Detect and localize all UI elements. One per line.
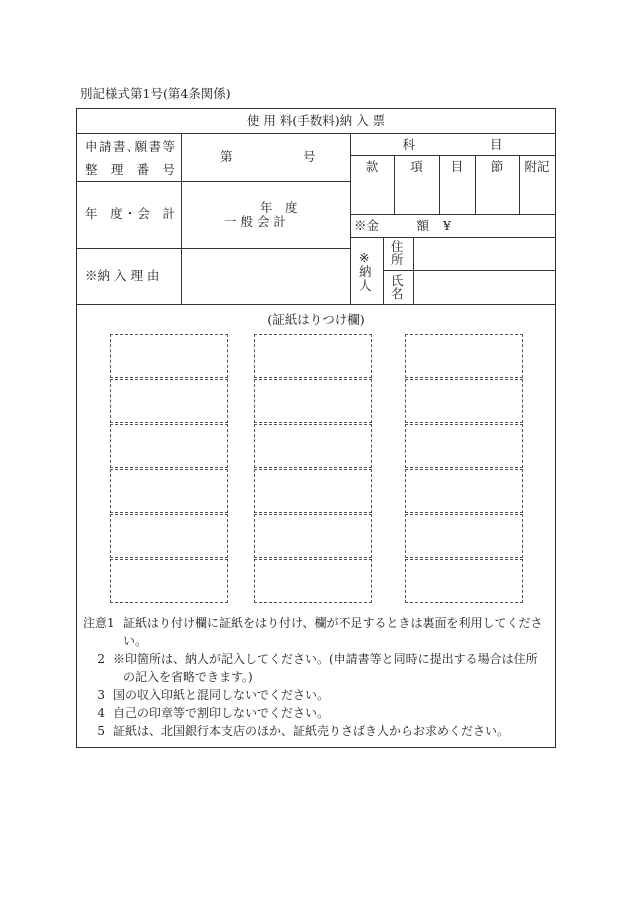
- subject-header: 科 目: [402, 137, 503, 152]
- amount-bottom-divider: [350, 237, 555, 238]
- payer-label-char2: 人: [359, 278, 372, 293]
- fiscal-account-value: 一 般 会 計: [224, 214, 286, 229]
- stamp-slot: [254, 514, 372, 558]
- center-column-divider: [350, 133, 351, 304]
- note-1-label: 注意1: [83, 616, 115, 630]
- subject-col-setsu: 節: [490, 159, 504, 174]
- stamp-column-left: [110, 334, 228, 604]
- note-4-number: 4: [97, 706, 105, 720]
- stamp-slot: [254, 334, 372, 378]
- address-bottom-divider: [383, 270, 555, 271]
- payer-label-char1: 納: [359, 264, 372, 279]
- note-4: [83, 704, 553, 722]
- stamp-slot: [254, 469, 372, 513]
- note-3-number: 3: [97, 688, 105, 702]
- stamp-slot: [405, 514, 523, 558]
- row-divider-2: [77, 248, 350, 249]
- stamp-slot: [110, 559, 228, 603]
- fiscal-year-value: 年 度: [260, 200, 298, 215]
- payment-slip-form: [76, 108, 556, 748]
- stamp-slot: [254, 559, 372, 603]
- stamp-slot: [254, 424, 372, 468]
- payment-reason-label: ※納 入 理 由: [85, 268, 160, 283]
- app-number-label-line1: 申請書､願書等: [85, 139, 175, 154]
- address-label-char1: 住: [391, 239, 404, 254]
- note-3-text: 国の収入印紙と混同しないでください。: [113, 688, 330, 702]
- note-2-continuation: の記入を省略できます。): [123, 670, 253, 684]
- upper-table-bottom: [77, 304, 555, 305]
- row-divider-1: [77, 181, 350, 182]
- stamp-slot: [405, 334, 523, 378]
- stamp-column-right: [405, 334, 523, 604]
- subject-col-kou: 項: [410, 159, 423, 174]
- stamp-slot: [405, 379, 523, 423]
- stamp-slot: [405, 424, 523, 468]
- stamp-slot: [405, 559, 523, 603]
- stamp-slot: [110, 424, 228, 468]
- payer-label-mark: ※: [359, 250, 370, 265]
- subject-bottom-divider: [350, 214, 555, 215]
- currency-symbol: ¥: [443, 218, 451, 233]
- note-5: [83, 722, 553, 740]
- stamp-area-label: (証紙はりつけ欄): [267, 312, 365, 327]
- name-label-char1: 氏: [391, 273, 404, 288]
- payer-field-divider: [413, 237, 414, 304]
- stamp-slot: [110, 469, 228, 513]
- note-1: [83, 614, 553, 632]
- note-2: [83, 650, 553, 668]
- amount-label: ※金 額: [354, 218, 430, 233]
- stamp-slot: [110, 379, 228, 423]
- subject-col-moku: 目: [450, 159, 464, 174]
- stamp-slot: [405, 469, 523, 513]
- note-2-number: 2: [97, 652, 105, 666]
- app-number-label-line2: 整 理 番 号: [85, 162, 175, 177]
- note-3: [83, 686, 553, 704]
- stamp-slot: [110, 334, 228, 378]
- note-1-text: 証紙はり付け欄に証紙をはり付け、欄が不足するときは裏面を利用してくださ: [123, 616, 543, 630]
- note-2-text: ※印箇所は、納人が記入してください。(申請書等と同時に提出する場合は住所: [113, 652, 538, 666]
- number-prefix: 第: [220, 149, 233, 164]
- subject-col-kan: 款: [365, 159, 379, 174]
- subject-col-fuki: 附記: [524, 159, 550, 174]
- form-caption: 別記様式第1号(第4条関係): [80, 86, 231, 101]
- subject-header-divider: [350, 155, 555, 156]
- form-title: 使 用 料(手数料)納 入 票: [246, 113, 386, 128]
- name-label-char2: 名: [391, 286, 404, 301]
- stamp-column-middle: [254, 334, 372, 604]
- number-suffix: 号: [303, 149, 316, 164]
- note-1-continuation: い。: [123, 634, 148, 648]
- payer-label-divider: [383, 237, 384, 304]
- note-4-text: 自己の印章等で割印しないでください。: [113, 706, 330, 720]
- stamp-slot: [110, 514, 228, 558]
- note-5-text: 証紙は、北国銀行本支店のほか、証紙売りさばき人からお求めください。: [113, 724, 510, 738]
- title-divider: [77, 133, 555, 134]
- fiscal-year-label: 年 度･会 計: [85, 206, 175, 221]
- address-label-char2: 所: [391, 252, 404, 267]
- note-5-number: 5: [97, 724, 105, 738]
- stamp-slot: [254, 379, 372, 423]
- notes-section: [83, 614, 553, 740]
- label-column-divider: [181, 133, 182, 304]
